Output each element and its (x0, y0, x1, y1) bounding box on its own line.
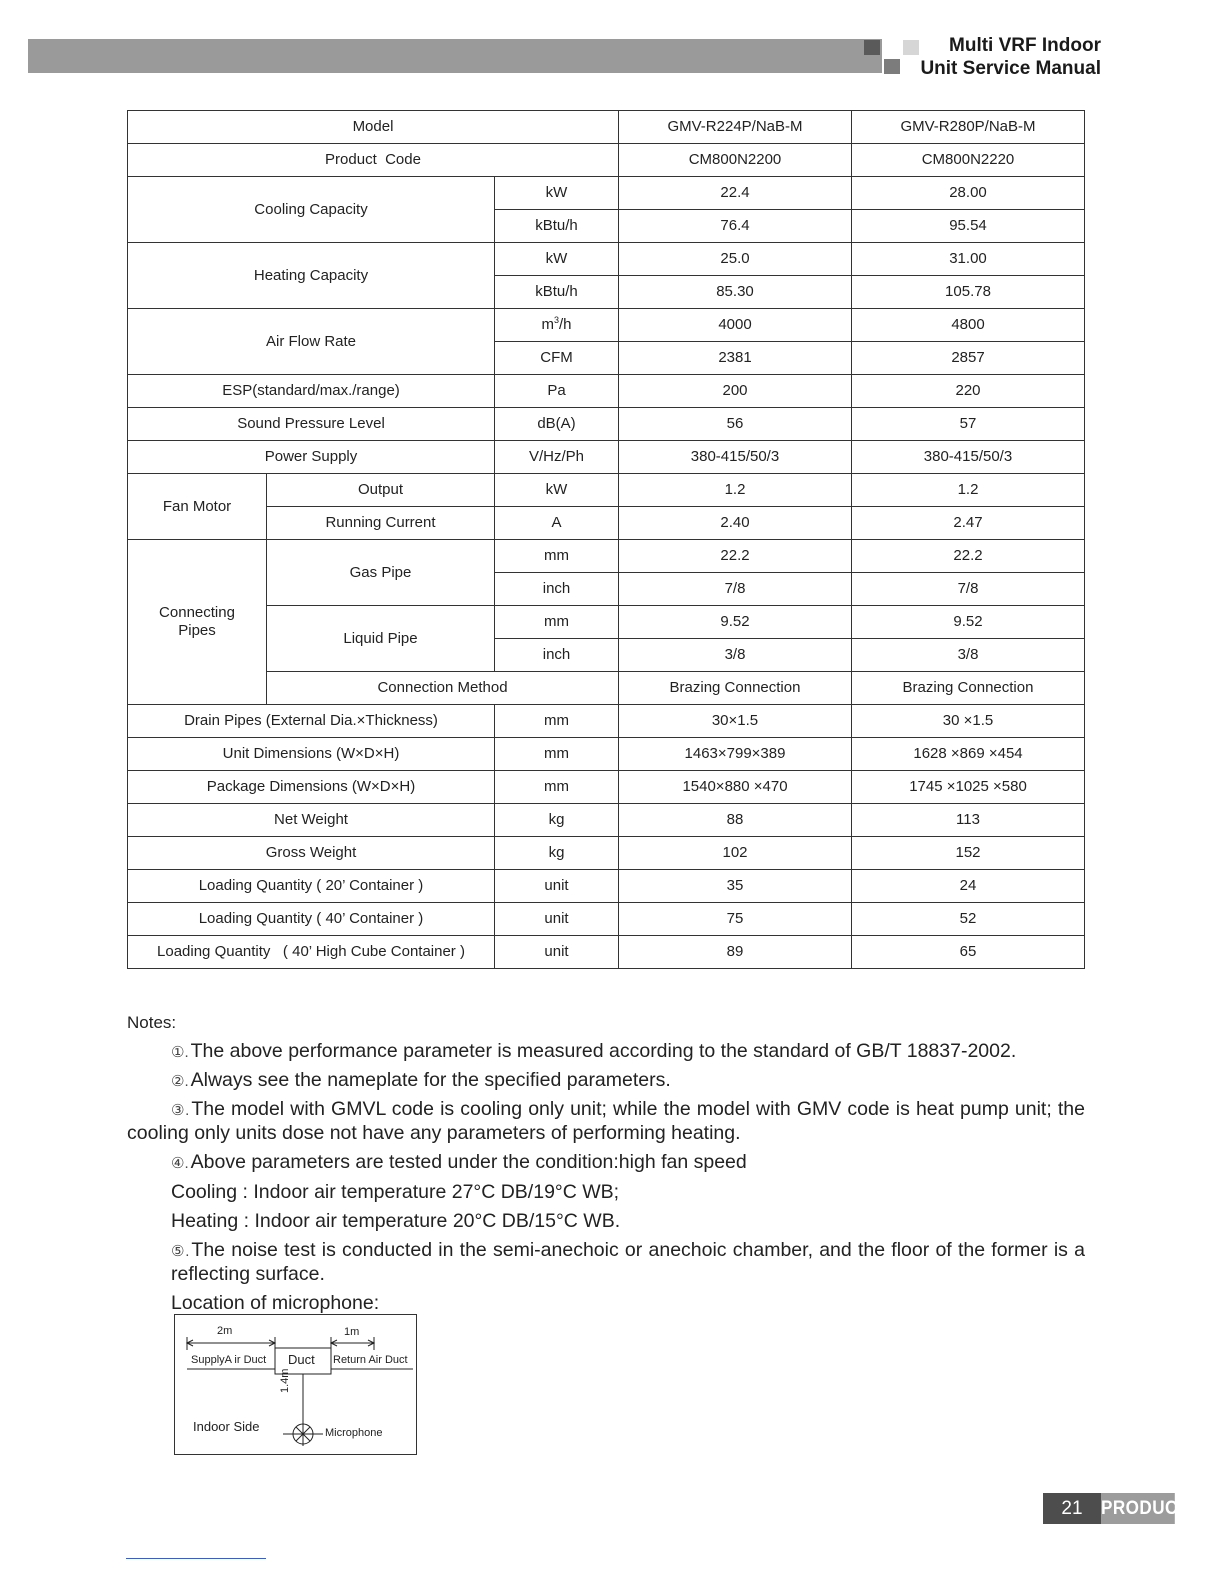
cell-value: 1540×880 ×470 (619, 771, 852, 804)
cell-cooling-label: Cooling Capacity (128, 177, 495, 243)
note-3-text: The model with GMVL code is cooling only unit; while the model with GMV code is heat pump unit; the cooling only units dose not have any parameters of performing heating. (127, 1098, 1085, 1144)
cell-conn-method-label: Connection Method (267, 672, 619, 705)
diagram-indoor-side: Indoor Side (193, 1419, 260, 1434)
cell-net-weight-label: Net Weight (128, 804, 495, 837)
footer-rule (126, 1558, 266, 1559)
note-2-number: ②. (171, 1073, 189, 1090)
notes-section (127, 1012, 1085, 1315)
table-row (128, 837, 1085, 870)
pipes-label-line2: Pipes (178, 622, 216, 639)
note-mic-location: Location of microphone: (171, 1292, 380, 1314)
cell-value: 2381 (619, 342, 852, 375)
note-3 (127, 1098, 1085, 1145)
header-square-light (903, 40, 919, 55)
diagram-dim-2m: 2m (217, 1325, 233, 1337)
table-row (128, 375, 1085, 408)
cell-value: 85.30 (619, 276, 852, 309)
cell-unit: kg (495, 804, 619, 837)
cell-pkg-dim-label: Package Dimensions (W×D×H) (128, 771, 495, 804)
notes-label: Notes: (127, 1013, 177, 1032)
cell-unit: unit (495, 870, 619, 903)
cell-airflow-label: Air Flow Rate (128, 309, 495, 375)
cell-value: 65 (852, 936, 1085, 969)
header-title-line2: Unit Service Manual (920, 58, 1101, 79)
cell-product-code-label: Product Code (128, 144, 619, 177)
cell-model-b: GMV-R280P/NaB-M (852, 111, 1085, 144)
cell-unit: kW (495, 243, 619, 276)
cell-value: 22.2 (852, 540, 1085, 573)
cell-value: 3/8 (619, 639, 852, 672)
cell-value: 2857 (852, 342, 1085, 375)
cell-value: 380-415/50/3 (852, 441, 1085, 474)
cell-value: 57 (852, 408, 1085, 441)
cell-value: 380-415/50/3 (619, 441, 852, 474)
cell-value: 75 (619, 903, 852, 936)
cell-value: 4000 (619, 309, 852, 342)
cell-value: 24 (852, 870, 1085, 903)
cell-value: 2.47 (852, 507, 1085, 540)
cell-load20-label: Loading Quantity ( 20’ Container ) (128, 870, 495, 903)
cell-value: 52 (852, 903, 1085, 936)
cell-value: 30 ×1.5 (852, 705, 1085, 738)
cell-value: 89 (619, 936, 852, 969)
cell-unit: mm (495, 738, 619, 771)
cell-esp-label: ESP(standard/max./range) (128, 375, 495, 408)
cell-value: 7/8 (852, 573, 1085, 606)
header-title (920, 34, 1101, 80)
cell-value: 1745 ×1025 ×580 (852, 771, 1085, 804)
cell-unit: inch (495, 573, 619, 606)
cell-value: 88 (619, 804, 852, 837)
cell-value: 200 (619, 375, 852, 408)
cell-unit-m3h (495, 309, 619, 342)
cell-sound-label: Sound Pressure Level (128, 408, 495, 441)
table-row (128, 243, 1085, 276)
cell-value: 1.2 (852, 474, 1085, 507)
table-row (128, 936, 1085, 969)
note-1 (127, 1040, 1085, 1064)
note-3-number: ③. (171, 1102, 190, 1119)
table-row (128, 540, 1085, 573)
header-square-dark (864, 40, 880, 55)
cell-unit: Pa (495, 375, 619, 408)
note-1-number: ①. (171, 1044, 189, 1061)
cell-value: 1463×799×389 (619, 738, 852, 771)
cell-drain-label: Drain Pipes (External Dia.×Thickness) (128, 705, 495, 738)
cell-liquid-label: Liquid Pipe (267, 606, 495, 672)
table-row (128, 441, 1085, 474)
cell-unit: kBtu/h (495, 210, 619, 243)
cell-unit: kBtu/h (495, 276, 619, 309)
cell-load40-label: Loading Quantity ( 40’ Container ) (128, 903, 495, 936)
note-5 (127, 1239, 1085, 1286)
cell-value: 22.4 (619, 177, 852, 210)
table-row (128, 903, 1085, 936)
cell-gas-label: Gas Pipe (267, 540, 495, 606)
microphone-location-diagram (174, 1314, 417, 1455)
cell-value: 220 (852, 375, 1085, 408)
cell-unit: kW (495, 177, 619, 210)
note-2 (127, 1069, 1085, 1093)
note-1-text: The above performance parameter is measured according to the standard of GB/T 18837-2002. (190, 1040, 1017, 1062)
table-row (128, 408, 1085, 441)
header-square-mid (884, 59, 900, 74)
section-label: PRODUCT (1101, 1493, 1175, 1524)
cell-unit: mm (495, 606, 619, 639)
cell-value: 152 (852, 837, 1085, 870)
cell-unit: unit (495, 903, 619, 936)
cell-value: 95.54 (852, 210, 1085, 243)
cell-value: 105.78 (852, 276, 1085, 309)
cell-unit-dim-label: Unit Dimensions (W×D×H) (128, 738, 495, 771)
diagram-return-duct: Return Air Duct (333, 1354, 408, 1366)
table-row (128, 144, 1085, 177)
cell-heating-label: Heating Capacity (128, 243, 495, 309)
cell-value: 113 (852, 804, 1085, 837)
note-5-text: The noise test is conducted in the semi-anechoic or anechoic chamber, and the floor of the former is a reflecting surface. (171, 1239, 1085, 1285)
cell-model-label: Model (128, 111, 619, 144)
table-row (128, 309, 1085, 342)
cell-value: 56 (619, 408, 852, 441)
note-4-number: ④. (171, 1155, 189, 1172)
diagram-supply-duct: SupplyA ir Duct (191, 1354, 267, 1366)
cell-value: 76.4 (619, 210, 852, 243)
cell-product-code-b: CM800N2220 (852, 144, 1085, 177)
cell-unit: V/Hz/Ph (495, 441, 619, 474)
table-row (128, 705, 1085, 738)
table-row (128, 177, 1085, 210)
note-cooling-condition: Cooling : Indoor air temperature 27°C DB/19°C WB; (171, 1181, 620, 1203)
note-heating-condition: Heating : Indoor air temperature 20°C DB/15°C WB. (171, 1210, 621, 1232)
unit-m: m (541, 316, 554, 333)
cell-value: 28.00 (852, 177, 1085, 210)
cell-value: 22.2 (619, 540, 852, 573)
cell-unit: inch (495, 639, 619, 672)
cell-value: 31.00 (852, 243, 1085, 276)
cell-value: Brazing Connection (619, 672, 852, 705)
cell-value: 3/8 (852, 639, 1085, 672)
diagram-duct-label: Duct (288, 1352, 315, 1367)
diagram-height-label: 1.4m (279, 1368, 291, 1393)
table-row (128, 111, 1085, 144)
diagram-microphone-label: Microphone (325, 1427, 383, 1439)
cell-gross-weight-label: Gross Weight (128, 837, 495, 870)
note-2-text: Always see the nameplate for the specified parameters. (190, 1069, 671, 1091)
cell-value: 25.0 (619, 243, 852, 276)
cell-unit: mm (495, 771, 619, 804)
cell-unit: mm (495, 540, 619, 573)
pipes-label-line1: Connecting (159, 604, 235, 621)
cell-value: 1.2 (619, 474, 852, 507)
header-bar (28, 39, 878, 73)
cell-unit: kW (495, 474, 619, 507)
cell-value: 35 (619, 870, 852, 903)
note-5-number: ⑤. (171, 1243, 190, 1260)
table-row (128, 606, 1085, 639)
unit-sup: 3 (553, 315, 559, 325)
cell-value: 7/8 (619, 573, 852, 606)
cell-value: 9.52 (852, 606, 1085, 639)
table-row (128, 738, 1085, 771)
cell-product-code-a: CM800N2200 (619, 144, 852, 177)
cell-unit: kg (495, 837, 619, 870)
cell-value: 30×1.5 (619, 705, 852, 738)
table-row (128, 771, 1085, 804)
cell-pipes-label (128, 540, 267, 705)
unit-tail: /h (559, 316, 572, 333)
cell-load40hc-label: Loading Quantity ( 40’ High Cube Container ) (128, 936, 495, 969)
note-4-text: Above parameters are tested under the condition:high fan speed (190, 1151, 747, 1173)
table-row (128, 507, 1085, 540)
table-row (128, 804, 1085, 837)
table-row (128, 672, 1085, 705)
cell-unit: mm (495, 705, 619, 738)
note-4 (127, 1151, 1085, 1175)
cell-unit: CFM (495, 342, 619, 375)
cell-unit: A (495, 507, 619, 540)
spec-table (127, 110, 1085, 969)
cell-unit: unit (495, 936, 619, 969)
cell-fan-motor-label: Fan Motor (128, 474, 267, 540)
table-row (128, 870, 1085, 903)
cell-output-label: Output (267, 474, 495, 507)
cell-value: 2.40 (619, 507, 852, 540)
cell-value: 102 (619, 837, 852, 870)
cell-value: 1628 ×869 ×454 (852, 738, 1085, 771)
cell-value: Brazing Connection (852, 672, 1085, 705)
cell-current-label: Running Current (267, 507, 495, 540)
page-number: 21 (1043, 1493, 1101, 1524)
cell-value: 9.52 (619, 606, 852, 639)
diagram-dim-1m: 1m (344, 1326, 360, 1338)
table-row (128, 474, 1085, 507)
cell-value: 4800 (852, 309, 1085, 342)
cell-model-a: GMV-R224P/NaB-M (619, 111, 852, 144)
cell-power-label: Power Supply (128, 441, 495, 474)
cell-unit: dB(A) (495, 408, 619, 441)
header-title-line1: Multi VRF Indoor (949, 35, 1101, 56)
